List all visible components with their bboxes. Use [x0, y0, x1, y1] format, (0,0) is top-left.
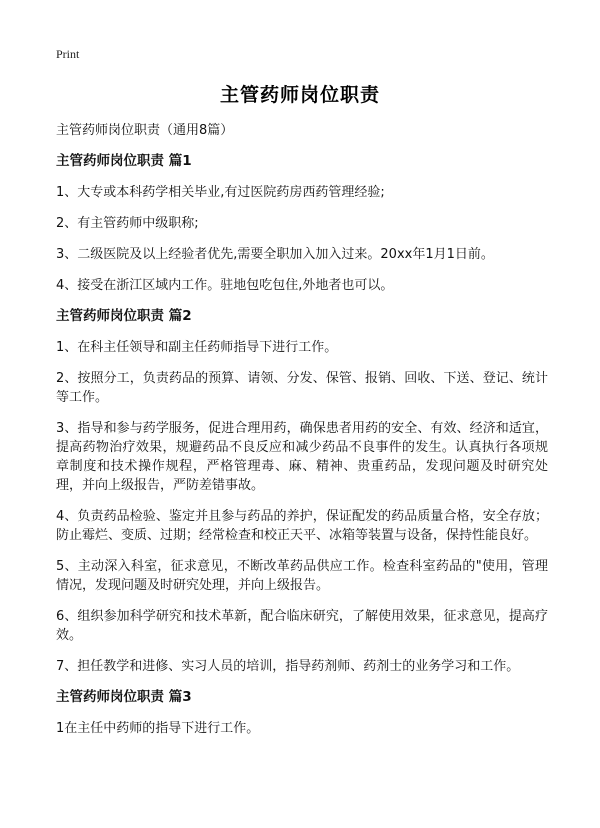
paragraph: 3、指导和参与药学服务，促进合理用药，确保患者用药的安全、有效、经济和适宜，提高药物治疗效果，规避药品不良反应和减少药品不良事件的发生。认真执行各项规章制度和技术操作规程，严格管理毒、麻、精神、贵重药品，发现问题及时研究处理，并向上级报告，严防差错事故。	[56, 421, 548, 493]
section-3	[56, 688, 548, 738]
paragraph: 4、接受在浙江区域内工作。驻地包吃包住,外地者也可以。	[56, 278, 394, 293]
paragraph: 5、主动深入科室，征求意见，不断改革药品供应工作。检查科室药品的"使用，管理情况，发现问题及时研究处理，并向上级报告。	[56, 559, 548, 593]
document-title: 主管药师岗位职责	[219, 84, 380, 106]
paragraph: 4、负责药品检验、鉴定并且参与药品的养护，保证配发的药品质量合格，安全存放；防止霉烂、变质、过期；经常检查和校正天平、冰箱等装置与设备，保持性能良好。	[56, 509, 548, 543]
section-heading: 主管药师岗位职责 篇3	[56, 689, 192, 705]
section-2	[56, 307, 548, 676]
section-heading: 主管药师岗位职责 篇1	[56, 153, 192, 169]
paragraph: 6、组织参加科学研究和技术革新，配合临床研究，了解使用效果，征求意见，提高疗效。	[56, 609, 548, 643]
paragraph: 2、有主管药师中级职称;	[56, 216, 199, 231]
document-body	[56, 121, 548, 750]
paragraph: 7、担任教学和进修、实习人员的培训，指导药剂师、药剂士的业务学习和工作。	[56, 659, 520, 674]
section-1	[56, 152, 548, 295]
paragraph: 2、按照分工，负责药品的预算、请领、分发、保管、报销、回收、下送、登记、统计等工作。	[56, 371, 548, 405]
paragraph: 3、二级医院及以上经验者优先,需要全职加入加入过来。20xx年1月1日前。	[56, 247, 494, 262]
paragraph: 1、在科主任领导和副主任药师指导下进行工作。	[56, 340, 338, 355]
document-subtitle: 主管药师岗位职责（通用8篇）	[56, 123, 234, 138]
paragraph: 1、大专或本科药学相关毕业,有过医院药房西药管理经验;	[56, 185, 385, 200]
print-label[interactable]: Print	[56, 47, 80, 61]
paragraph: 1在主任中药师的指导下进行工作。	[56, 721, 260, 736]
section-heading: 主管药师岗位职责 篇2	[56, 308, 192, 324]
